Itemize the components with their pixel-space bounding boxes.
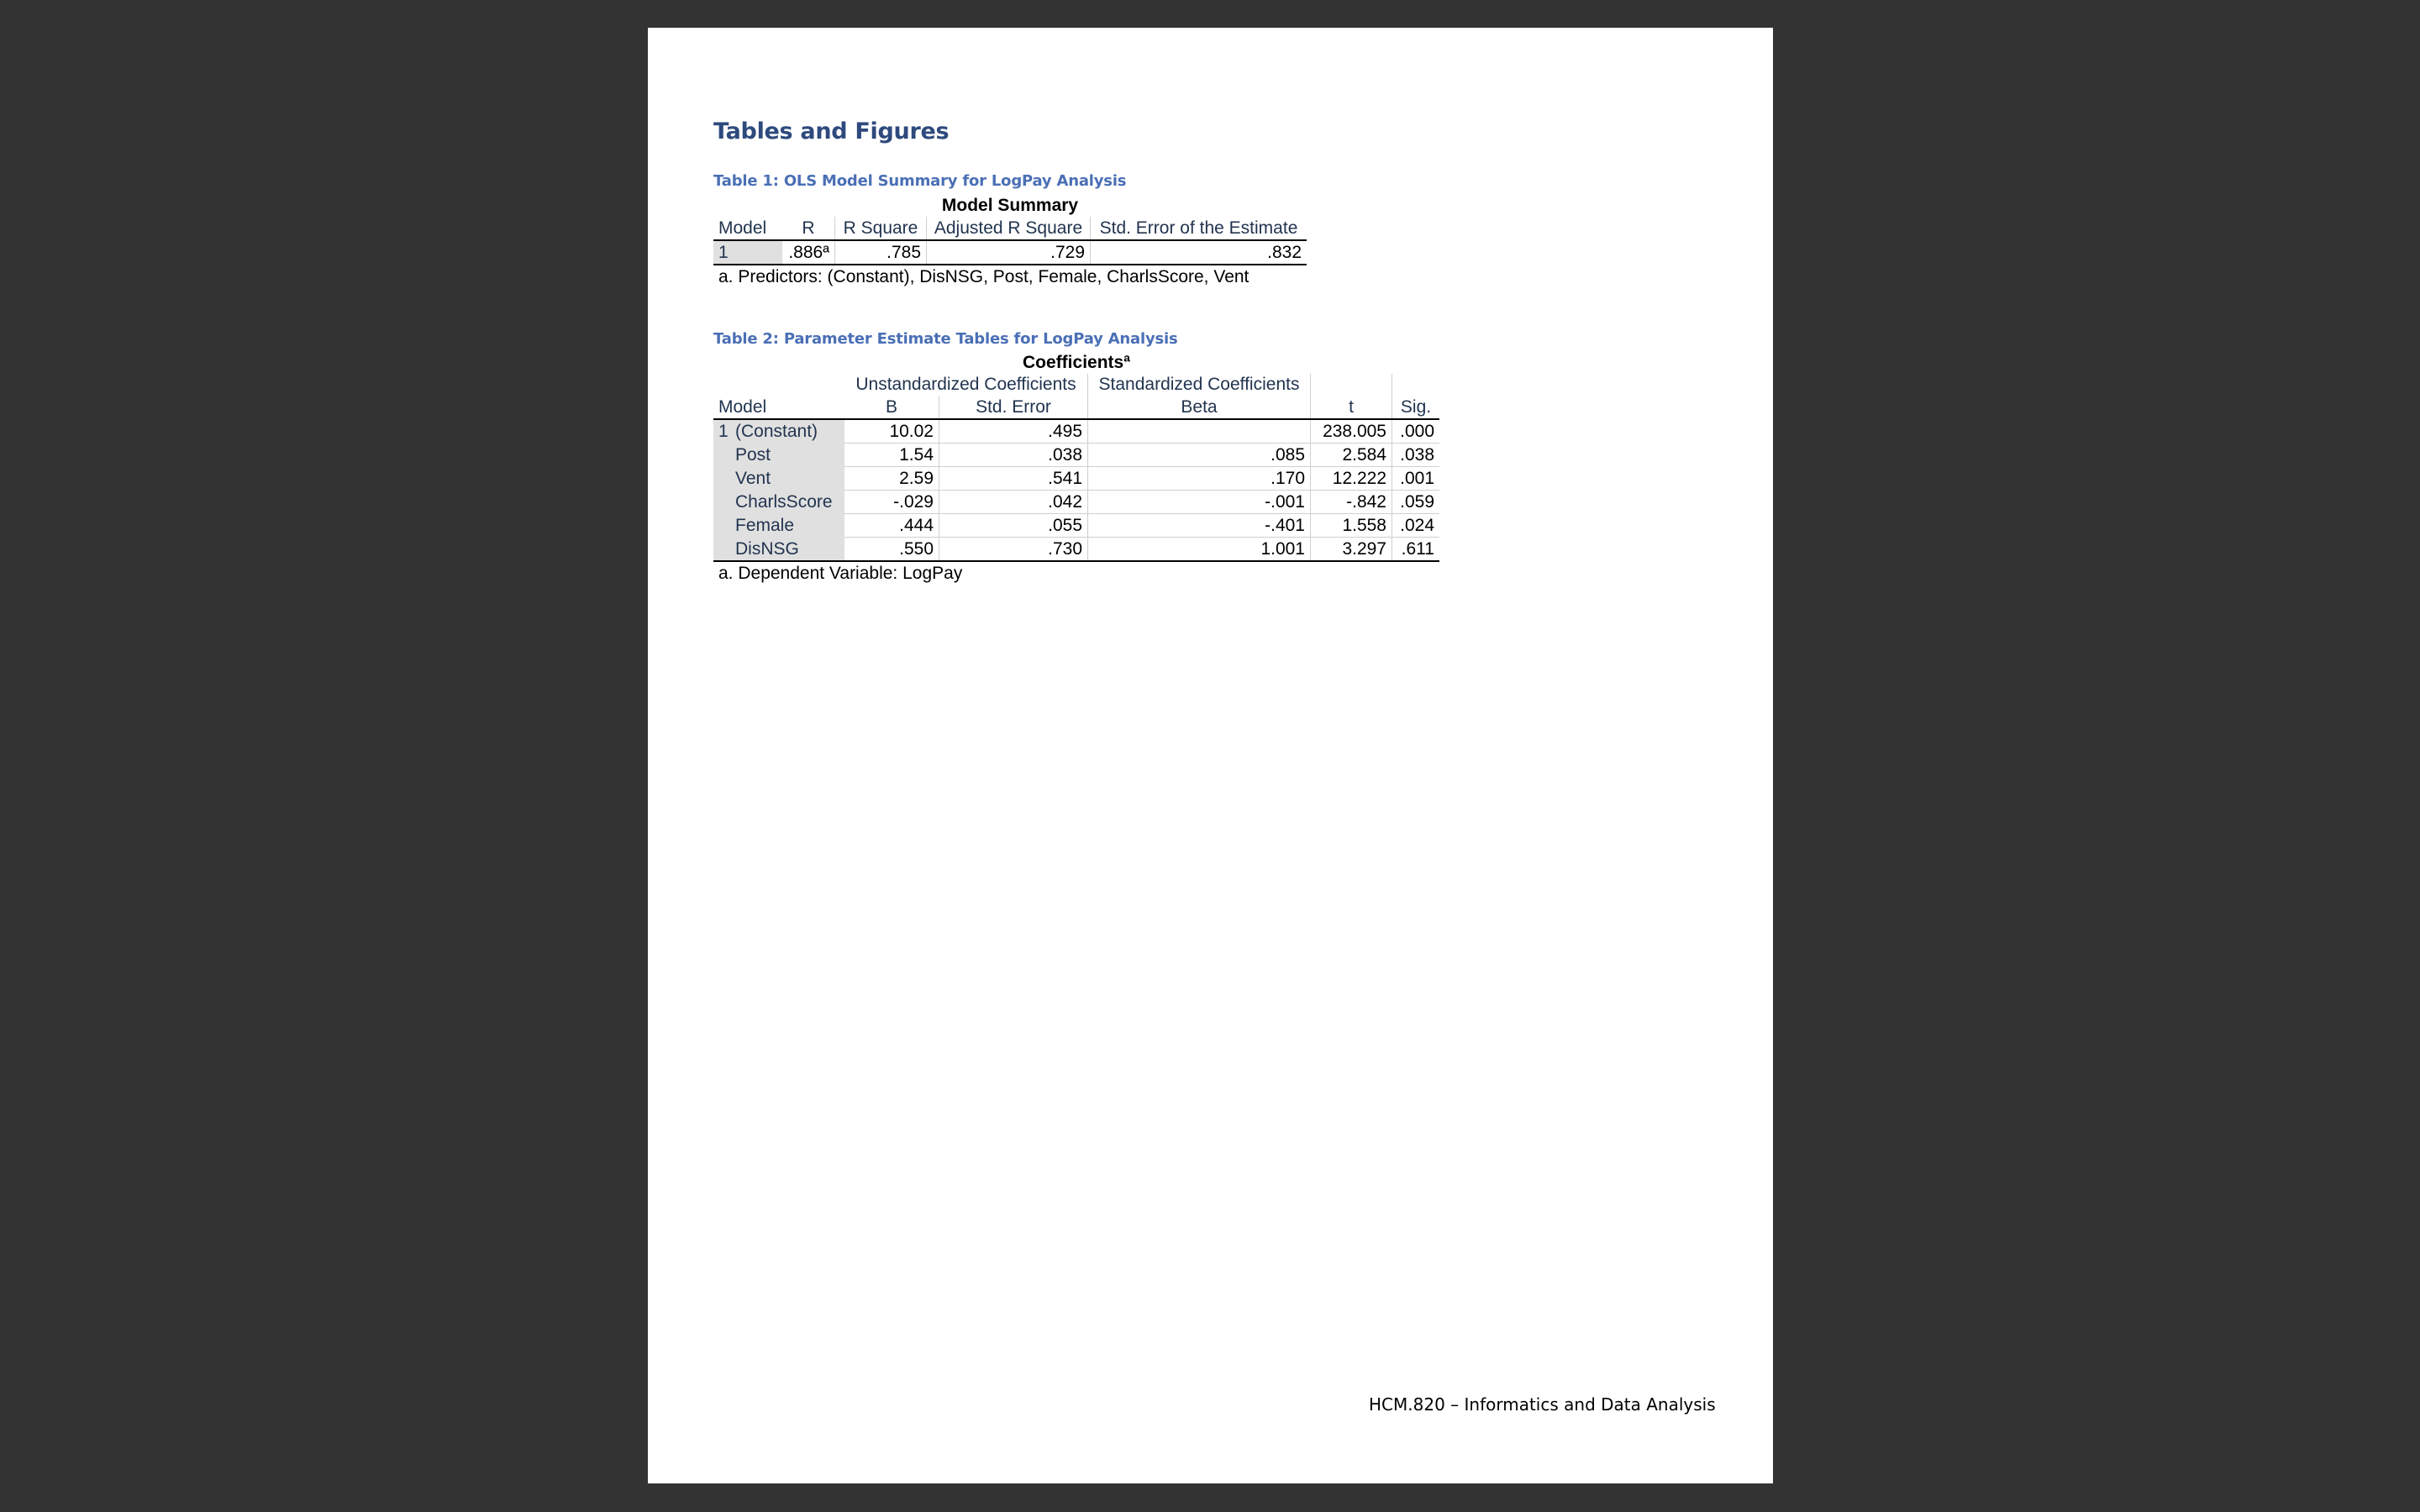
row-label: DisNSG [735, 538, 844, 562]
cell-b: .550 [844, 538, 939, 562]
table1-cell-adj-r-square: .729 [927, 240, 1091, 265]
page-heading: Tables and Figures [713, 118, 950, 144]
table1-header-std-error: Std. Error of the Estimate [1091, 217, 1307, 240]
cell-t: 1.558 [1311, 514, 1392, 538]
table2-block [713, 352, 1439, 585]
table1-header-r-square: R Square [835, 217, 927, 240]
cell-t: 12.222 [1311, 467, 1392, 491]
cell-b: -.029 [844, 491, 939, 514]
table2-footnote: a. Dependent Variable: LogPay [718, 564, 963, 583]
row-label: Vent [735, 467, 844, 491]
table1-row [713, 240, 1307, 265]
cell-sig: .611 [1392, 538, 1440, 562]
table2-caption: Table 2: Parameter Estimate Tables for LogPay Analysis [713, 330, 1178, 348]
table1-footnote: a. Predictors: (Constant), DisNSG, Post, Female, CharlsScore, Vent [718, 267, 1249, 286]
unstandardized-coefficients-header: Unstandardized Coefficients [855, 375, 1076, 394]
table-row [713, 538, 1439, 562]
table1-header-model: Model [713, 217, 782, 240]
cell-beta: 1.001 [1088, 538, 1311, 562]
document-page [648, 28, 1773, 1483]
row-label: Female [735, 514, 844, 538]
cell-beta: -.001 [1088, 491, 1311, 514]
cell-beta: .085 [1088, 444, 1311, 467]
table1-cell-std-error: .832 [1091, 240, 1307, 265]
table2-header-sig: Sig. [1392, 396, 1440, 419]
cell-std-error: .495 [939, 419, 1088, 444]
table1-header-r: R [782, 217, 835, 240]
cell-b: .444 [844, 514, 939, 538]
table1-caption: Table 1: OLS Model Summary for LogPay Analysis [713, 172, 1127, 190]
table2-header-b: B [844, 396, 939, 419]
cell-beta [1088, 419, 1311, 444]
table2-header-beta: Beta [1088, 396, 1311, 419]
cell-t: 238.005 [1311, 419, 1392, 444]
table1-block [713, 195, 1307, 288]
row-label: (Constant) [735, 419, 844, 444]
cell-sig: .001 [1392, 467, 1440, 491]
model-number-cell: 1 [713, 419, 735, 444]
cell-beta: -.401 [1088, 514, 1311, 538]
cell-t: 2.584 [1311, 444, 1392, 467]
table2-header-row [713, 396, 1439, 419]
cell-std-error: .038 [939, 444, 1088, 467]
row-label: Post [735, 444, 844, 467]
cell-beta: .170 [1088, 467, 1311, 491]
cell-sig: .038 [1392, 444, 1440, 467]
standardized-coefficients-header: Standardized Coefficients [1088, 374, 1311, 396]
cell-b: 10.02 [844, 419, 939, 444]
table1-header-row [713, 217, 1307, 240]
cell-std-error: .541 [939, 467, 1088, 491]
cell-sig: .024 [1392, 514, 1440, 538]
cell-b: 2.59 [844, 467, 939, 491]
cell-b: 1.54 [844, 444, 939, 467]
cell-t: -.842 [1311, 491, 1392, 514]
table1-title: Model Summary [941, 196, 1079, 215]
table-row [713, 491, 1439, 514]
model-summary-table [713, 217, 1307, 265]
table-row [713, 467, 1439, 491]
table1-cell-r-square: .785 [835, 240, 927, 265]
table2-title: Coefficientsª [1023, 353, 1130, 372]
table2-group-header-row [713, 374, 1439, 396]
cell-std-error: .055 [939, 514, 1088, 538]
table-row [713, 514, 1439, 538]
cell-t: 3.297 [1311, 538, 1392, 562]
coefficients-table [713, 374, 1439, 562]
table2-header-t: t [1311, 396, 1392, 419]
table1-header-adj-r-square: Adjusted R Square [927, 217, 1091, 240]
table-row [713, 419, 1439, 444]
page-footer: HCM.820 – Informatics and Data Analysis [1369, 1394, 1716, 1415]
table1-cell-r: .886ª [782, 240, 835, 265]
cell-sig: .059 [1392, 491, 1440, 514]
row-label: CharlsScore [735, 491, 844, 514]
cell-std-error: .042 [939, 491, 1088, 514]
cell-std-error: .730 [939, 538, 1088, 562]
table1-cell-model: 1 [713, 240, 782, 265]
table2-header-std-error: Std. Error [939, 396, 1088, 419]
table2-header-model: Model [713, 396, 844, 419]
cell-sig: .000 [1392, 419, 1440, 444]
table-row [713, 444, 1439, 467]
